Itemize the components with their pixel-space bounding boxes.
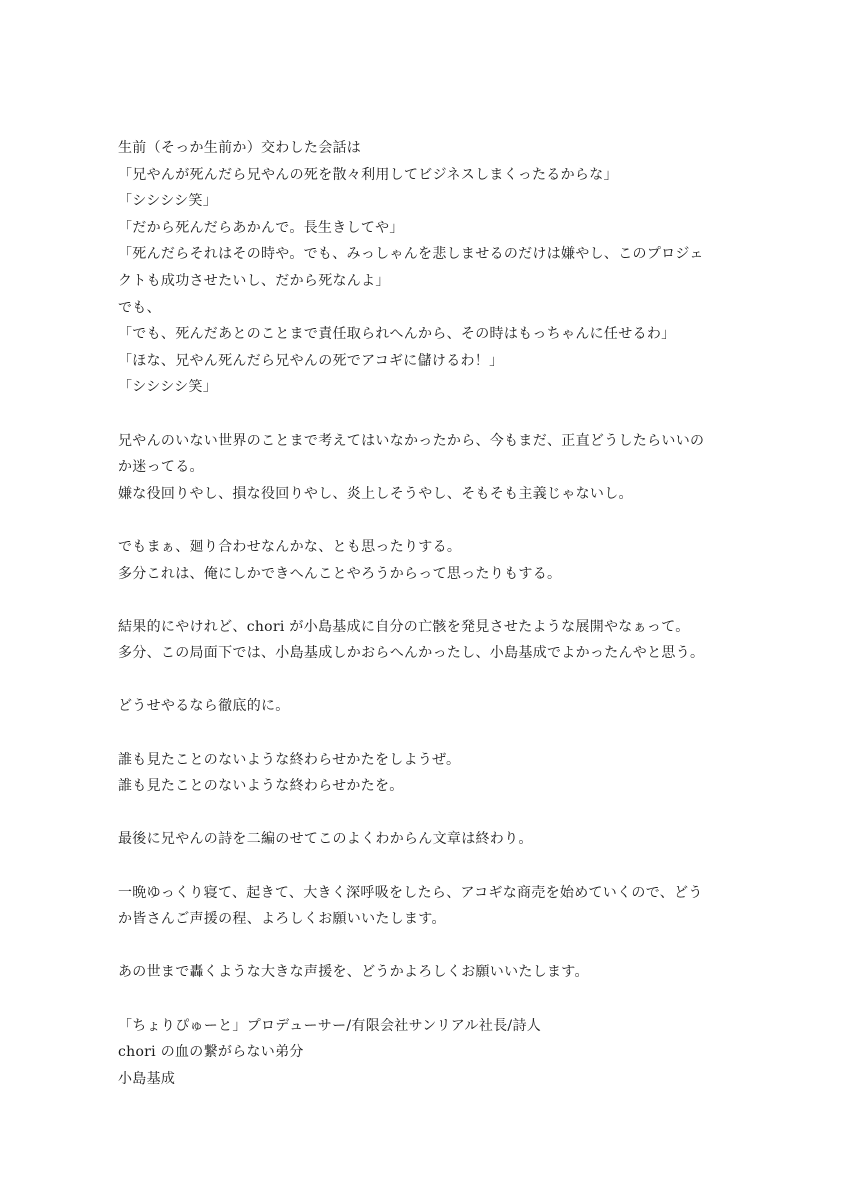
paragraph-thorough — [118, 693, 733, 720]
paragraph-world — [118, 428, 733, 508]
text-line: 誰も見たことのないような終わらせかたをしようぜ。 — [118, 751, 461, 768]
text-line: 「死んだらそれはその時や。でも、みっしゃんを悲しませるのだけは嫌やし、このプロジェ — [118, 246, 704, 263]
text-line: クトも成功させたいし、だから死なんよ」 — [118, 272, 390, 289]
text-line: 一晩ゆっくり寝て、起きて、大きく深呼吸をしたら、アコギな商売を始めていくので、どう — [118, 884, 703, 901]
document-page — [118, 135, 733, 1119]
text-line: か迷ってる。 — [118, 459, 204, 476]
paragraph-support — [118, 959, 733, 986]
text-line: 「でも、死んだあとのことまで責任取られへんから、その時はもっちゃんに任せるわ」 — [118, 326, 676, 343]
text-line: 誰も見たことのないような終わらせかたを。 — [118, 778, 404, 795]
text-line: でも、 — [118, 299, 161, 316]
text-line: あの世まで轟くような大きな声援を、どうかよろしくお願いいたします。 — [118, 964, 589, 981]
signature-title: 「ちょりぴゅーと」プロデューサー/有限会社サンリアル社長/詩人 — [118, 1017, 542, 1034]
text-line: 嫌な役回りやし、損な役回りやし、炎上しそうやし、そもそも主義じゃないし。 — [118, 485, 633, 502]
signature-name: 小島基成 — [118, 1070, 176, 1087]
text-line: 生前（そっか生前か）交わした会話は — [118, 140, 362, 156]
text-line: でもまぁ、廻り合わせなんかな、とも思ったりする。 — [118, 538, 462, 555]
paragraph-conversation — [118, 135, 733, 401]
paragraph-ending — [118, 747, 733, 800]
text-line: 最後に兄やんの詩を二編のせてこのよくわからん文章は終わり。 — [118, 831, 533, 848]
paragraph-poems — [118, 826, 733, 853]
text-line: 「ほな、兄やん死んだら兄やんの死でアコギに儲けるわ！」 — [118, 352, 504, 369]
text-line: 結果的にやけれど、chori が小島基成に自分の亡骸を発見させたような展開やなぁって。 — [118, 618, 690, 635]
paragraph-fate — [118, 534, 733, 587]
signature-block — [118, 1013, 733, 1093]
text-line: 多分これは、俺にしかできへんことやろうからって思ったりもする。 — [118, 565, 562, 582]
paragraph-result — [118, 614, 733, 667]
text-line: か皆さんご声援の程、よろしくお願いいたします。 — [118, 911, 446, 928]
text-line: 兄やんのいない世界のことまで考えてはいなかったから、今もまだ、正直どうしたらいいの — [118, 432, 705, 449]
paragraph-request — [118, 880, 733, 933]
text-line: 「だから死んだらあかんで。長生きしてや」 — [118, 219, 404, 236]
text-line: 「シシシシ笑」 — [118, 379, 218, 396]
text-line: 多分、この局面下では、小島基成しかおらへんかったし、小島基成でよかったんやと思う。 — [118, 645, 705, 662]
text-line: どうせやるなら徹底的に。 — [118, 698, 290, 715]
signature-relation: chori の血の繋がらない弟分 — [118, 1044, 304, 1061]
text-line: 「シシシシ笑」 — [118, 193, 218, 210]
text-line: 「兄やんが死んだら兄やんの死を散々利用してビジネスしまくったるからな」 — [118, 166, 618, 183]
